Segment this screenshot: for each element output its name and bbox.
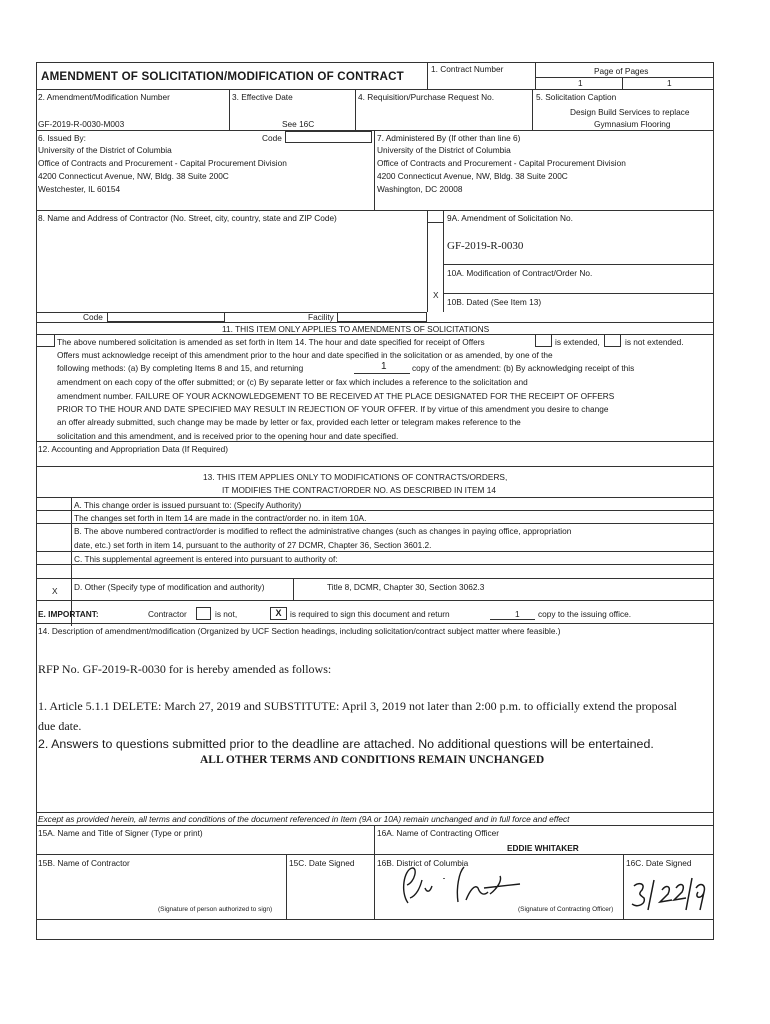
page-number: 1: [578, 78, 583, 88]
administered-by-line: University of the District of Columbia: [377, 145, 511, 155]
administered-by-line: 4200 Connecticut Avenue, NW, Bldg. 38 Suite 200C: [377, 171, 568, 181]
item-13d-mark: X: [52, 586, 58, 596]
amendment-number-label: 2. Amendment/Modification Number: [38, 92, 170, 102]
closing-statement: ALL OTHER TERMS AND CONDITIONS REMAIN UNCHANGED: [200, 754, 545, 766]
item-11-text: The above numbered solicitation is amended as set forth in Item 14. The hour and date specified for receipt of Offers: [57, 337, 485, 347]
item-13b-text: B. The above numbered contract/order is modified to reflect the administrative changes (such as changes in paying office, appropriation: [74, 526, 572, 536]
item-13d-text: D. Other (Specify type of modification and authority): [74, 582, 265, 592]
solicitation-caption-line1: Design Build Services to replace: [570, 107, 690, 117]
item-11-text: following methods: (a) By completing Items 8 and 15, and returning: [57, 363, 304, 373]
item-13d-authority: Title 8, DCMR, Chapter 30, Section 3062.3: [327, 582, 485, 592]
contractor-signature-caption: (Signature of person authorized to sign): [158, 906, 273, 913]
issued-by-line: University of the District of Columbia: [38, 145, 172, 155]
item-11-heading: 11. THIS ITEM ONLY APPLIES TO AMENDMENTS OF SOLICITATIONS: [222, 324, 490, 334]
important-tail: copy to the issuing office.: [538, 609, 632, 619]
page-of-pages-label: Page of Pages: [594, 66, 649, 76]
amendment-point-1: 1. Article 5.1.1 DELETE: March 27, 2019 and SUBSTITUTE: April 3, 2019 not later than 2:00 p.m. to officially extend the proposal: [38, 699, 677, 713]
is-not-checkbox[interactable]: [196, 607, 211, 620]
contractor-code-box[interactable]: [107, 312, 225, 322]
label-15a: 15A. Name and Title of Signer (Type or print): [38, 828, 203, 838]
item-10a-label: 10A. Modification of Contract/Order No.: [447, 268, 593, 278]
item-11-text: amendment number. FAILURE OF YOUR ACKNOWLEDGEMENT TO BE RECEIVED AT THE PLACE DESIGNATED FOR THE RECEIPT OF OFFERS: [57, 391, 615, 401]
handwritten-date: [628, 874, 712, 914]
is-required-text: is required to sign this document and return: [290, 609, 450, 619]
item-13b-text: date, etc.) set forth in item 14, pursuant to the authority of 27 DCMR, Chapter 36, Section 3601.2.: [74, 540, 432, 550]
item-13-heading-1: 13. THIS ITEM APPLIES ONLY TO MODIFICATIONS OF CONTRACTS/ORDERS,: [203, 472, 508, 482]
item-11-copies: 1: [381, 361, 387, 372]
item-10-mark: X: [433, 290, 439, 300]
is-required-checkbox[interactable]: X: [270, 607, 287, 620]
issued-by-line: Office of Contracts and Procurement - Capital Procurement Division: [38, 158, 287, 168]
solicitation-amended-checkbox[interactable]: [36, 334, 55, 347]
label-16a: 16A. Name of Contracting Officer: [377, 828, 500, 838]
issued-by-line: Westchester, IL 60154: [38, 184, 121, 194]
solicitation-caption-line2: Gymnasium Flooring: [594, 119, 671, 129]
effective-date-value: See 16C: [282, 119, 315, 129]
item-14-label: 14. Description of amendment/modification (Organized by UCF Section headings, including solicitation/contract subject matter where feasible.): [38, 626, 561, 636]
officer-name: EDDIE WHITAKER: [507, 843, 579, 853]
contractor-facility-label: Facility: [308, 312, 334, 322]
amendment-point-1-cont: due date.: [38, 719, 82, 733]
label-16c: 16C. Date Signed: [626, 858, 692, 868]
is-not-extended-label: is not extended.: [625, 337, 684, 347]
item-13a-text: The changes set forth in Item 14 are made in the contract/order no. in item 10A.: [74, 513, 367, 523]
item-12-label: 12. Accounting and Appropriation Data (If Required): [38, 444, 229, 454]
is-extended-checkbox[interactable]: [535, 334, 552, 347]
is-not-extended-checkbox[interactable]: [604, 334, 621, 347]
requisition-label: 4. Requisition/Purchase Request No.: [358, 92, 495, 102]
label-15c: 15C. Date Signed: [289, 858, 355, 868]
item-11-text: solicitation and this amendment, and is received prior to the opening hour and date specified.: [57, 431, 399, 441]
officer-signature: [380, 858, 540, 910]
issued-by-label: 6. Issued By:: [38, 133, 86, 143]
item-11-text: Offers must acknowledge receipt of this amendment prior to the hour and date specified in the solicitation or as amended, by one of the: [57, 350, 553, 360]
important-contractor: Contractor: [148, 609, 187, 619]
issued-by-code-label: Code: [262, 133, 282, 143]
item-13a-text: A. This change order is issued pursuant to: (Specify Authority): [74, 500, 302, 510]
is-extended-label: is extended,: [555, 337, 600, 347]
contractor-label: 8. Name and Address of Contractor (No. Street, city, country, state and ZIP Code): [38, 213, 337, 223]
item-9a-value: GF-2019-R-0030: [447, 240, 524, 252]
form-title: AMENDMENT OF SOLICITATION/MODIFICATION OF CONTRACT: [41, 70, 404, 83]
item-10b-label: 10B. Dated (See Item 13): [447, 297, 542, 307]
officer-signature-caption: (Signature of Contracting Officer): [518, 906, 614, 913]
contractor-code-label: Code: [83, 312, 103, 322]
item-9a-label: 9A. Amendment of Solicitation No.: [447, 213, 573, 223]
amendment-point-2: 2. Answers to questions submitted prior to the deadline are attached. No additional questions will be entertained.: [38, 737, 654, 751]
effective-date-label: 3. Effective Date: [232, 92, 293, 102]
rfp-line: RFP No. GF-2019-R-0030 for is hereby amended as follows:: [38, 662, 332, 676]
important-copies: 1: [515, 609, 520, 619]
administered-by-line: Washington, DC 20008: [377, 184, 463, 194]
contractor-facility-box[interactable]: [337, 312, 427, 322]
item-11-text: an offer already submitted, such change may be made by letter or fax, provided each letter or telegram makes reference to the: [57, 417, 521, 427]
solicitation-caption-label: 5. Solicitation Caption: [536, 92, 617, 102]
is-not-label: is not,: [215, 609, 238, 619]
contract-number-label: 1. Contract Number: [431, 64, 504, 74]
page-count: 1: [667, 78, 672, 88]
item-13c-text: C. This supplemental agreement is entered into pursuant to authority of:: [74, 554, 338, 564]
important-label: E. IMPORTANT:: [38, 609, 99, 619]
issued-by-code-box[interactable]: [285, 131, 372, 143]
administered-by-line: Office of Contracts and Procurement - Capital Procurement Division: [377, 158, 626, 168]
issued-by-line: 4200 Connecticut Avenue, NW, Bldg. 38 Suite 200C: [38, 171, 229, 181]
item-11-text: PRIOR TO THE HOUR AND DATE SPECIFIED MAY RESULT IN REJECTION OF YOUR OFFER. If by virtue of this amendment you desire to change: [57, 404, 609, 414]
item-13-heading-2: IT MODIFIES THE CONTRACT/ORDER NO. AS DESCRIBED IN ITEM 14: [222, 485, 496, 495]
except-note: Except as provided herein, all terms and conditions of the document referenced in Item (9A or 10A) remain unchanged and in full force and effect: [38, 814, 570, 824]
amendment-number-value: GF-2019-R-0030-M003: [38, 119, 125, 129]
label-15b: 15B. Name of Contractor: [38, 858, 130, 868]
label-16b: 16B. District of Columbia: [377, 858, 469, 868]
item-11-text: amendment on each copy of the offer submitted; or (c) By separate letter or fax which includes a reference to the solicitation and: [57, 377, 528, 387]
administered-by-label: 7. Administered By (If other than line 6): [377, 133, 521, 143]
item-11-text: copy of the amendment: (b) By acknowledging receipt of this: [412, 363, 635, 373]
